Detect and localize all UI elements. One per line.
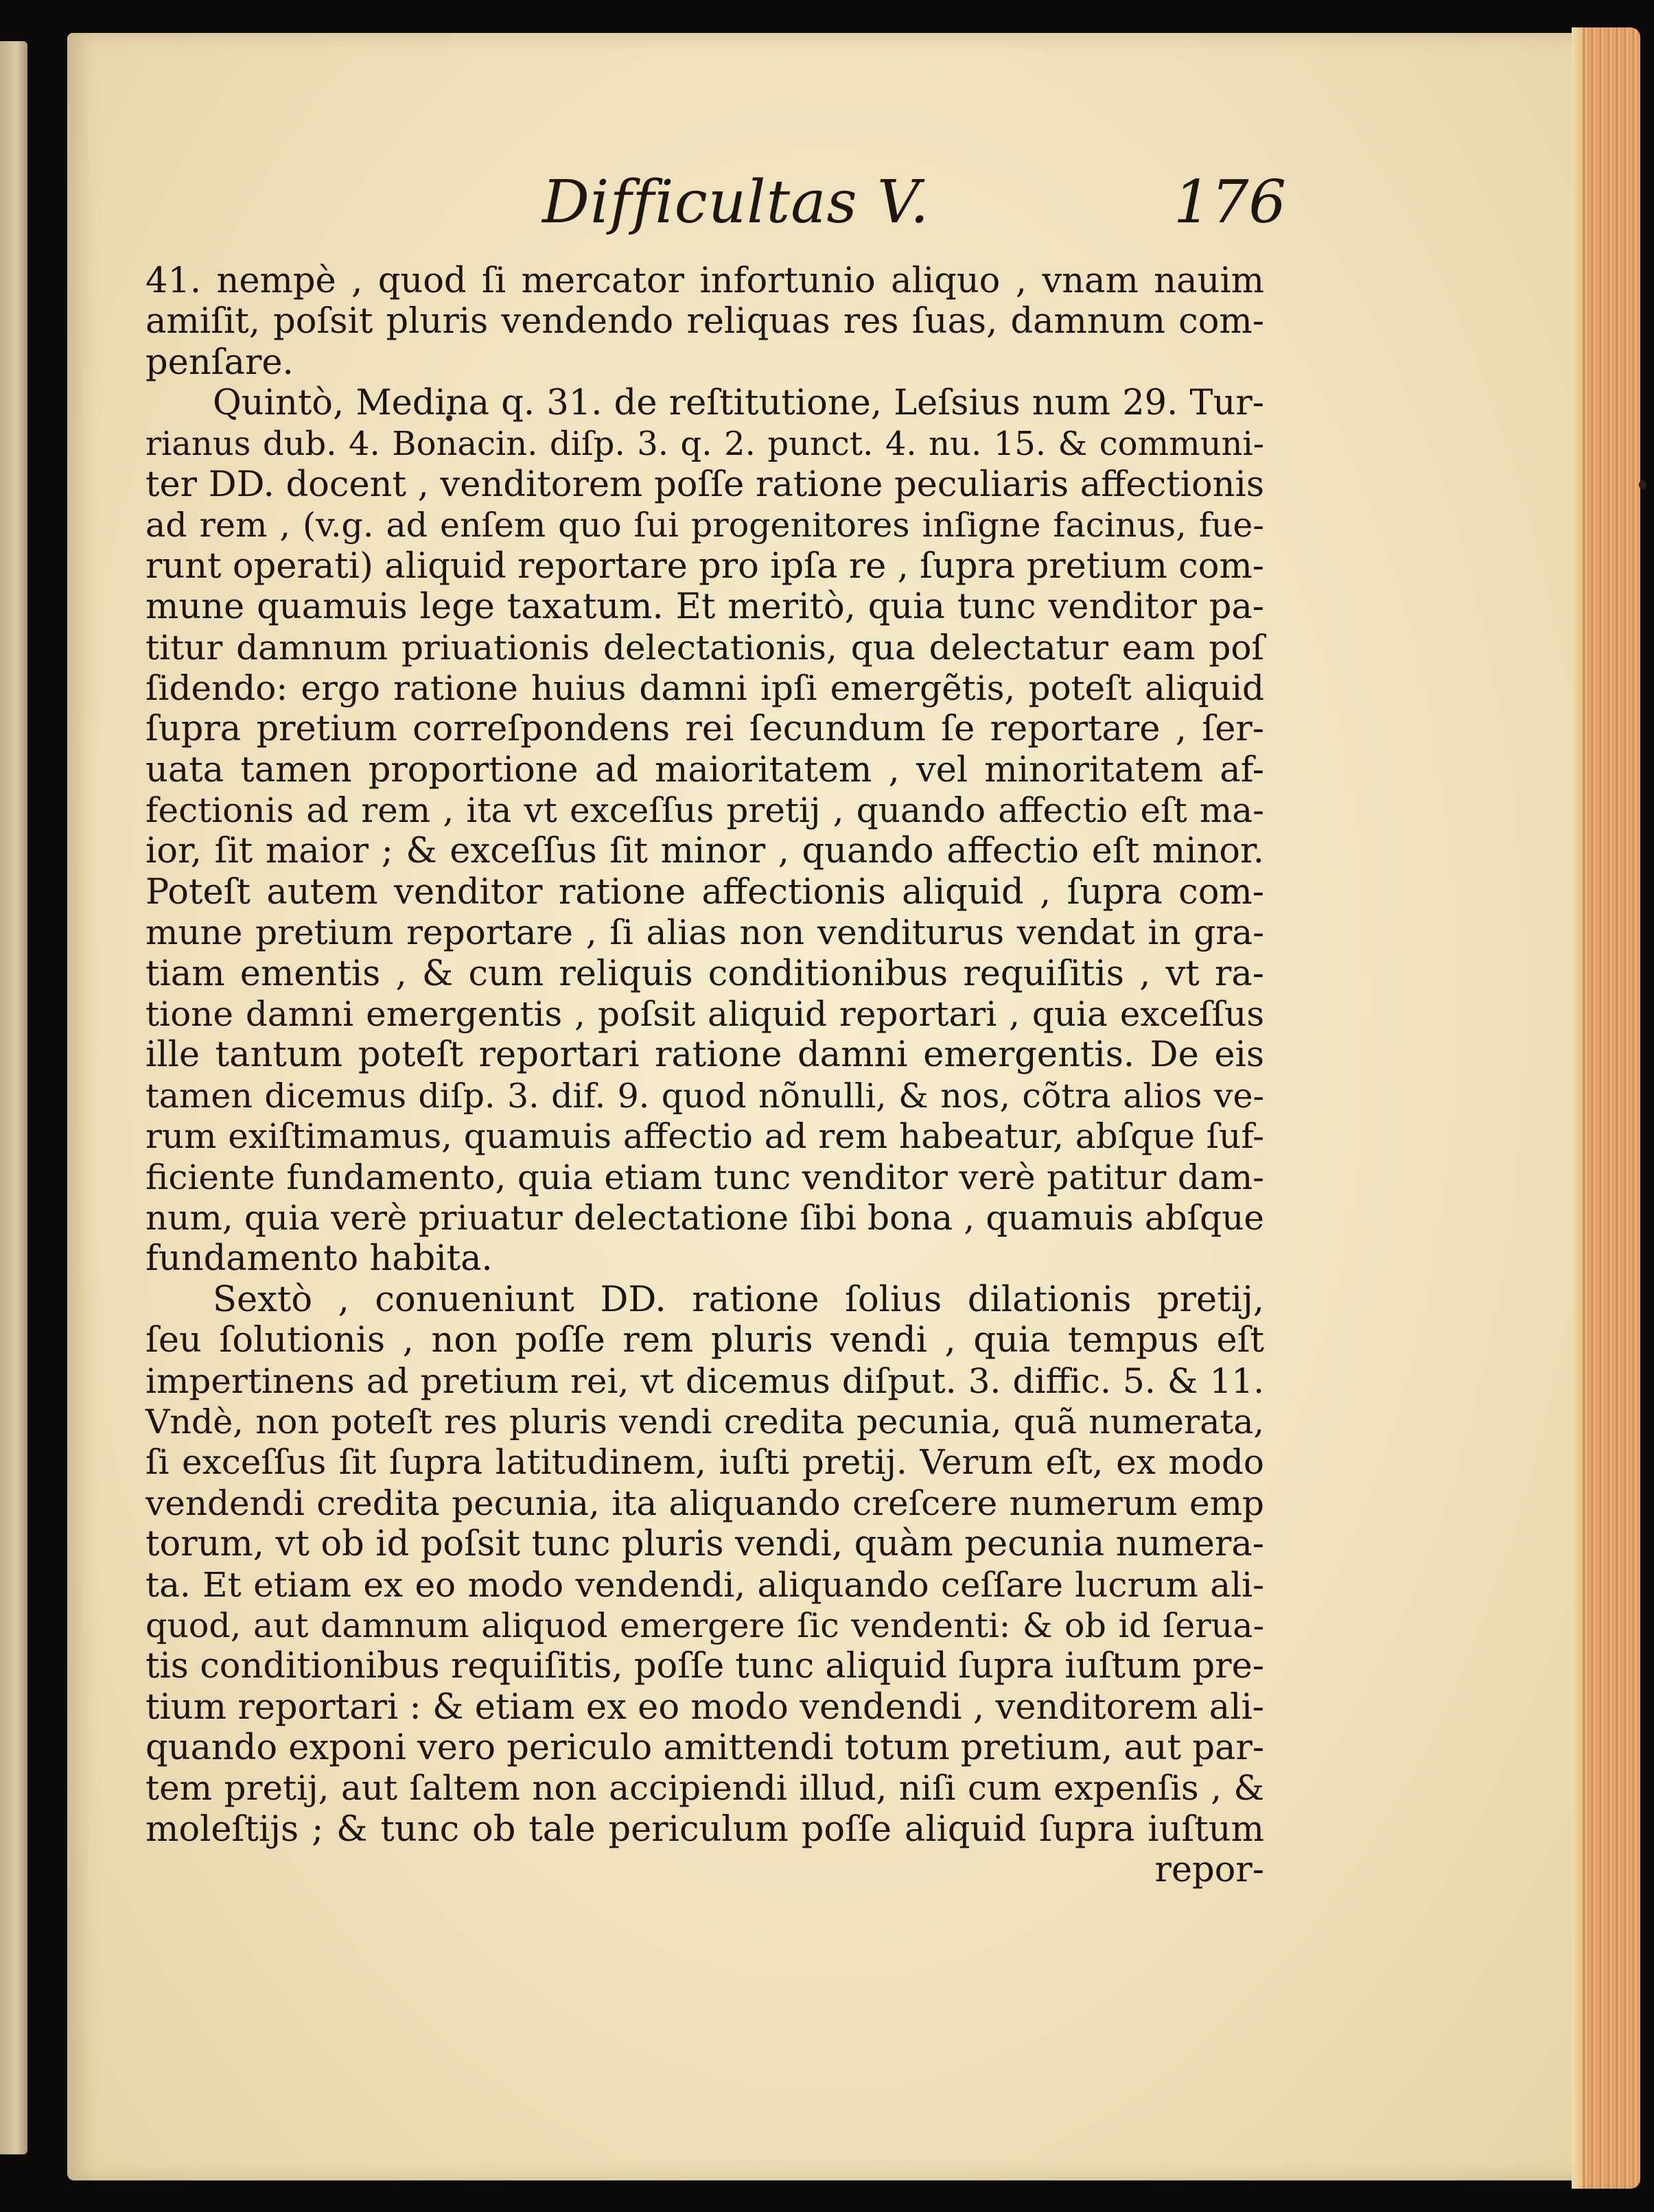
text-line: mune quamuis lege taxatum. Et meritò, quia tunc venditor pa- — [145, 587, 1264, 628]
text-line: tium reportari : & etiam ex eo modo vendendi , venditorem ali- — [145, 1686, 1264, 1728]
text-line: moleſtijs ; & tunc ob tale periculum poſſe aliquid ſupra iuſtum — [145, 1809, 1264, 1850]
text-line: ter DD. docent , venditorem poſſe ratione peculiaris affectionis — [145, 464, 1264, 505]
text-line: ſeu ſolutionis , non poſſe rem pluris vendi , quia tempus eſt — [145, 1320, 1264, 1361]
text-line: torum, vt ob id poſsit tunc pluris vendi, quàm pecunia numera- — [145, 1524, 1264, 1565]
ink-stain — [1639, 480, 1646, 489]
text-line: tamen dicemus diſp. 3. dif. 9. quod nõnulli, & nos, cõtra alios ve- — [145, 1076, 1264, 1116]
text-line: tiam ementis , & cum reliquis conditionibus requiſitis , vt ra- — [145, 953, 1264, 994]
text-line: uata tamen proportione ad maioritatem , vel minoritatem af- — [145, 749, 1264, 790]
text-line: quod, aut damnum aliquod emergere ſic vendenti: & ob id ſerua- — [145, 1605, 1264, 1645]
catchword: repor- — [1154, 1850, 1264, 1891]
text-line: ta. Et etiam ex eo modo vendendi, aliquando ceſſare lucrum ali- — [145, 1564, 1264, 1605]
text-line: titur damnum priuationis delectationis, qua delectatur eam poſ — [145, 627, 1264, 668]
text-line: Vndè, non poteſt res pluris vendi credita pecunia, quã numerata, — [145, 1402, 1264, 1442]
text-line: vendendi credita pecunia, ita aliquando creſcere numerum emp — [145, 1483, 1264, 1523]
text-line: Poteſt autem venditor ratione affectionis aliquid , ſupra com- — [145, 871, 1264, 913]
text-line: fectionis ad rem , ita vt exceſſus pretij , quando affectio eſt ma- — [145, 790, 1264, 831]
page-number: 176 — [1174, 168, 1287, 237]
text-line: tione damni emergentis , poſsit aliquid reportari , quia exceſſus — [145, 994, 1264, 1035]
text-line: runt operati) aliquid reportare pro ipſa re , ſupra pretium com- — [145, 545, 1264, 587]
body-text — [145, 261, 1264, 1891]
text-line: mune pretium reportare , ſi alias non venditurus vendat in gra- — [145, 913, 1264, 953]
text-line: quando exponi vero periculo amittendi totum pretium, aut par- — [145, 1728, 1265, 1769]
text-line: ſi exceſſus ſit ſupra latitudinem, iuſti pretij. Verum eſt, ex modo — [145, 1442, 1264, 1483]
adjacent-page-edge — [0, 41, 27, 2154]
text-line: tem pretij, aut ſaltem non accipiendi illud, niſi cum expenſis , & — [145, 1768, 1264, 1809]
text-line: fundamento habita. — [145, 1238, 493, 1280]
text-line: rum exiſtimamus, quamuis affectio ad rem habeatur, abſque ſuf- — [145, 1116, 1264, 1157]
text-line: ſidendo: ergo ratione huius damni ipſi emergẽtis, poteſt aliquid — [145, 668, 1264, 708]
page-edges — [1572, 27, 1640, 2189]
text-line: num, quia verè priuatur delectatione ſibi bona , quamuis abſque — [145, 1197, 1264, 1238]
text-line: ſupra pretium correſpondens rei ſecundum ſe reportare , ſer- — [145, 709, 1264, 750]
text-line: tis conditionibus requiſitis, poſſe tunc aliquid ſupra iuſtum pre- — [145, 1646, 1264, 1687]
running-head-title: Difficultas V. — [542, 168, 930, 237]
text-line: ior, ſit maior ; & exceſſus ſit minor , quando affectio eſt minor. — [145, 831, 1264, 872]
text-line: penſare. — [145, 342, 294, 383]
text-line: rianus dub. 4. Bonacin. diſp. 3. q. 2. punct. 4. nu. 15. & communi- — [145, 424, 1264, 463]
text-line: Sextò , conueniunt DD. ratione ſolius dilationis pretij, — [213, 1279, 1264, 1320]
text-line: amiſit, poſsit pluris vendendo reliquas res ſuas, damnum com- — [145, 301, 1264, 342]
text-line: impertinens ad pretium rei, vt dicemus diſput. 3. diffic. 5. & 11. — [145, 1361, 1264, 1401]
text-line: ad rem , (v.g. ad enſem quo ſui progenitores inſigne facinus, fue- — [145, 506, 1264, 545]
text-line: ficiente fundamento, quia etiam tunc venditor verè patitur dam- — [145, 1157, 1264, 1197]
text-line: ille tantum poteſt reportari ratione damni emergentis. De eis — [145, 1035, 1264, 1076]
text-line: Quintò, Medina q. 31. de reſtitutione, Leſsius num 29. Tur- — [213, 383, 1264, 424]
text-line: 41. nempè , quod ſi mercator infortunio aliquo , vnam nauim — [145, 261, 1264, 301]
